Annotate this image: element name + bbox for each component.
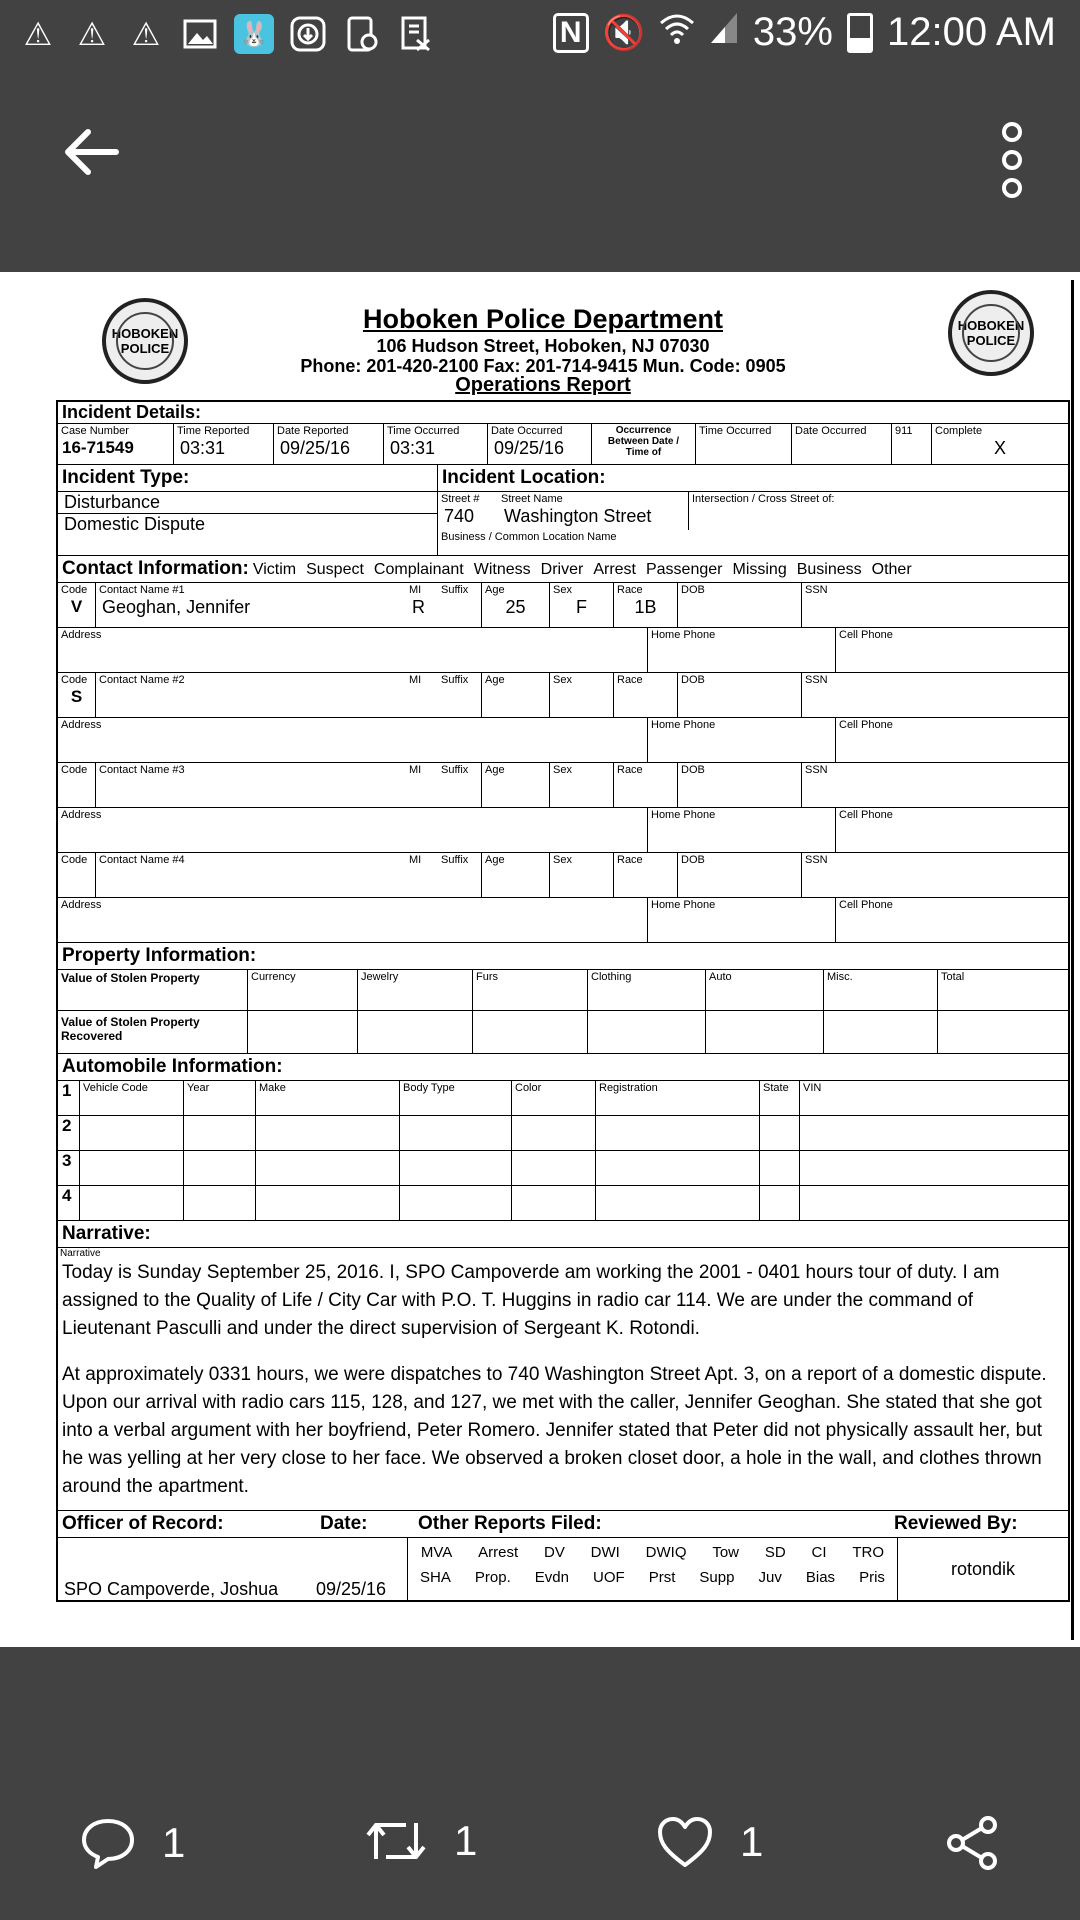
contact-mi: R (412, 597, 425, 617)
automobile-row-number: 2 (62, 1116, 72, 1135)
signal-icon (709, 10, 739, 55)
contact-sex: F (576, 597, 587, 617)
contact-race-label: Race (617, 854, 643, 866)
nfc-icon: N (553, 13, 589, 53)
property-jewelry-label: Jewelry (361, 971, 399, 983)
contact-ssn-label: SSN (805, 764, 828, 776)
contact-name-label: Contact Name #2 (99, 674, 185, 686)
property-clothing-label: Clothing (591, 971, 632, 983)
warning-icon: ⚠ (131, 16, 161, 52)
mute-icon: 🔇 (602, 13, 645, 52)
time-occurred: 03:31 (390, 438, 436, 458)
time-occurred-label: Time Occurred (387, 425, 460, 437)
contact-ssn-label: SSN (805, 674, 828, 686)
automobile-row-number: 3 (62, 1151, 72, 1170)
report-type-label: SHA (420, 1569, 451, 1586)
contact-row (58, 762, 1068, 807)
automobile-row (58, 1115, 1068, 1150)
image-icon (180, 14, 220, 54)
property-auto-label: Auto (709, 971, 732, 983)
contact-code: S (70, 687, 83, 706)
contact-cell-phone-label: Cell Phone (839, 899, 893, 911)
automobile-row-number: 4 (62, 1186, 72, 1205)
business-location-label: Business / Common Location Name (441, 531, 617, 543)
contact-age-label: Age (485, 764, 505, 776)
automobile-column-label: VIN (803, 1082, 822, 1094)
contact-address-label: Address (61, 719, 102, 731)
contact-ssn-label: SSN (805, 854, 828, 866)
police-report-document (22, 280, 1064, 1640)
report-type-label: Arrest (478, 1544, 519, 1561)
automobile-column-label: Make (259, 1082, 286, 1094)
report-type-label: Pris (859, 1569, 885, 1586)
street-name-label: Street Name (501, 493, 563, 505)
contact-sex-label: Sex (553, 674, 572, 686)
911-label: 911 (895, 425, 913, 437)
contact-address-row (58, 627, 1068, 672)
street-number-label: Street # (441, 493, 480, 505)
reply-icon (80, 1815, 136, 1871)
automobile-column-label: Color (515, 1082, 542, 1094)
contact-legend-driver: Driver (540, 561, 584, 578)
status-bar (0, 0, 1080, 76)
automobile-column-label: State (763, 1082, 789, 1094)
contact-ssn-label: SSN (805, 584, 828, 596)
contact-code-label: Code (61, 674, 88, 686)
scan-icon (396, 14, 436, 54)
automobile-row (58, 1080, 1068, 1115)
contact-code-label: Code (61, 584, 88, 596)
contact-code: V (70, 597, 83, 616)
automobile-column-label: Registration (599, 1082, 658, 1094)
automobile-column-label: Vehicle Code (83, 1082, 148, 1094)
officer-of-record-label: Officer of Record: (62, 1513, 224, 1534)
date-occurred-label: Date Occurred (491, 425, 563, 437)
contact-code-label: Code (61, 854, 88, 866)
contact-sex-label: Sex (553, 584, 572, 596)
date-reported: 09/25/16 (280, 438, 351, 458)
contact-home-phone-label: Home Phone (651, 809, 716, 821)
contact-mi-label: MI (409, 674, 422, 686)
automobile-column-label: Body Type (403, 1082, 455, 1094)
contact-home-phone-label: Home Phone (651, 719, 716, 731)
contact-address-label: Address (61, 899, 102, 911)
property-row-recovered (58, 1010, 1068, 1053)
narrative-label: Narrative (60, 1248, 101, 1259)
image-viewer[interactable] (0, 272, 1080, 1647)
narrative-paragraph-1: Today is Sunday September 25, 2016. I, SPO Campoverde am working the 2001 - 0401 hours tour of duty. I am assigned to the Quality of Life / City Car with P.O. T. Huggins in radio car 114. We are under the command of Lieutenant Pasculli and under the direct supervision of Sergeant K. Rotondi. (62, 1262, 1000, 1339)
contact-dob-label: DOB (681, 674, 705, 686)
contact-legend-complainant: Complainant (373, 561, 464, 578)
report-subtitle: Operations Report (455, 374, 631, 396)
contact-mi-label: MI (409, 584, 422, 596)
more-options-icon[interactable] (992, 122, 1032, 202)
footer-date-label: Date: (320, 1513, 368, 1534)
footer-header-row (58, 1510, 1068, 1537)
reply-button[interactable] (80, 1815, 185, 1871)
report-type-label: Juv (758, 1569, 782, 1586)
contact-race-label: Race (617, 584, 643, 596)
other-reports-label: Other Reports Filed: (418, 1513, 602, 1534)
warning-icon: ⚠ (23, 16, 53, 52)
report-type-label: DV (543, 1544, 565, 1561)
incident-details-row (58, 423, 1068, 464)
contact-legend-passenger: Passenger (645, 561, 723, 578)
incident-type-location-row (58, 464, 1068, 555)
reviewed-by-label: Reviewed By: (894, 1513, 1018, 1534)
automobile-row-number: 1 (62, 1081, 72, 1100)
contact-age-label: Age (485, 584, 505, 596)
incident-location-title: Incident Location: (442, 467, 606, 488)
contact-sex-label: Sex (553, 764, 572, 776)
app-bar (0, 76, 1080, 272)
contact-legend-suspect: Suspect (306, 561, 364, 578)
battery-icon (847, 13, 873, 53)
contact-code-label: Code (61, 764, 88, 776)
contact-suffix-label: Suffix (441, 584, 469, 596)
bunny-app-icon: 🐰 (234, 14, 274, 54)
contact-suffix-label: Suffix (441, 854, 469, 866)
property-row-stolen (58, 969, 1068, 1010)
narrative-paragraph-2: At approximately 0331 hours, we were dispatches to 740 Washington Street Apt. 3, on a report of a domestic dispute. Upon our arrival with radio cars 115, 128, and 127, we met with the caller, Jennifer Geoghan. She stated that she got into a verbal argument with her boyfriend, Peter Romero. Jennifer stated that Peter did not physically assault her, but he was yelling at her very close to her face. We observed a broken closet door, a hole in the wall, and clothes thrown around the apartment. (62, 1364, 1047, 1497)
report-type-label: MVA (420, 1544, 453, 1561)
property-furs-label: Furs (476, 971, 498, 983)
contact-name-label: Contact Name #1 (99, 584, 185, 596)
download-icon (288, 14, 328, 54)
time-reported: 03:31 (180, 438, 226, 458)
contact-suffix-label: Suffix (441, 764, 469, 776)
contact-home-phone-label: Home Phone (651, 629, 716, 641)
reports-row-1 (408, 1538, 897, 1561)
report-form (56, 400, 1070, 1602)
contact-row (58, 672, 1068, 717)
report-type-label: Evdn (534, 1569, 569, 1586)
report-address: 106 Hudson Street, Hoboken, NJ 07030 (376, 336, 710, 356)
contact-name-label: Contact Name #3 (99, 764, 185, 776)
narrative-text (58, 1259, 1068, 1501)
reviewer-name: rotondik (950, 1558, 1016, 1579)
contact-address-label: Address (61, 629, 102, 641)
automobile-column-label: Year (187, 1082, 210, 1094)
reports-row-2 (408, 1561, 897, 1586)
time-reported-label: Time Reported (177, 425, 250, 437)
report-type-label: CI (811, 1544, 827, 1561)
contact-information-header (58, 555, 1068, 582)
contact-sex-label: Sex (553, 854, 572, 866)
report-type-label: UOF (593, 1569, 625, 1586)
incident-type-title: Incident Type: (62, 467, 190, 488)
bottom-action-bar (0, 1647, 1080, 1920)
automobile-information-title: Automobile Information: (58, 1053, 1068, 1080)
contact-dob-label: DOB (681, 854, 705, 866)
intersection-label: Intersection / Cross Street of: (692, 493, 835, 505)
like-button[interactable] (656, 1815, 763, 1869)
incident-type-1: Disturbance (58, 491, 437, 513)
property-total-label: Total (941, 971, 965, 983)
contact-list (58, 582, 1068, 942)
contact-mi-label: MI (409, 764, 422, 776)
report-phone: Phone: 201-420-2100 Fax: 201-714-9415 Mun. Code: 0905 (300, 356, 786, 376)
screenshot-icon (342, 14, 382, 54)
contact-row (58, 582, 1068, 627)
warning-icon: ⚠ (77, 16, 107, 52)
footer-date: 09/25/16 (316, 1579, 387, 1599)
seal-lettering: HOBOKEN POLICE (957, 318, 1025, 348)
contact-dob-label: DOB (681, 584, 705, 596)
contact-information-title: Contact Information: (62, 558, 249, 579)
like-count: 1 (740, 1818, 764, 1865)
date-occurred-2-label: Date Occurred (795, 425, 867, 437)
report-title: Hoboken Police Department (362, 304, 724, 334)
contact-legend-business: Business (796, 561, 862, 578)
contact-race: 1B (634, 597, 657, 617)
contact-address-row (58, 807, 1068, 852)
retweet-icon (364, 1815, 428, 1867)
clock: 12:00 AM (886, 10, 1056, 54)
report-type-label: Supp (699, 1569, 735, 1586)
case-number: 16-71549 (62, 438, 134, 457)
contact-legend-witness: Witness (473, 561, 531, 578)
report-type-label: DWIQ (645, 1544, 687, 1561)
recovered-property-label: Value of Stolen Property Recovered (61, 1015, 200, 1043)
seal-lettering: HOBOKEN POLICE (111, 326, 179, 356)
automobile-row (58, 1185, 1068, 1220)
complete-label: Complete (935, 425, 983, 437)
narrative-box (58, 1247, 1068, 1510)
share-button[interactable] (944, 1815, 1000, 1871)
narrative-title: Narrative: (58, 1220, 1068, 1247)
contact-cell-phone-label: Cell Phone (839, 809, 893, 821)
incident-details-title: Incident Details: (62, 402, 202, 422)
date-reported-label: Date Reported (277, 425, 349, 437)
footer-values-row (58, 1537, 1068, 1600)
battery-percent: 33% (752, 10, 833, 54)
contact-legend-other: Other (871, 561, 912, 578)
report-type-label: SD (764, 1544, 786, 1561)
automobile-row (58, 1150, 1068, 1185)
contact-dob-label: DOB (681, 764, 705, 776)
property-information-title: Property Information: (58, 942, 1068, 969)
retweet-button[interactable] (364, 1815, 477, 1867)
heart-icon (656, 1815, 714, 1869)
contact-race-label: Race (617, 674, 643, 686)
contact-name: Geoghan, Jennifer (102, 597, 251, 617)
date-occurred: 09/25/16 (494, 438, 565, 458)
officer-name: SPO Campoverde, Joshua (64, 1579, 279, 1599)
contact-address-label: Address (61, 809, 102, 821)
property-misc-label: Misc. (827, 971, 853, 983)
property-currency-label: Currency (251, 971, 296, 983)
back-arrow-icon[interactable] (64, 128, 134, 188)
complete-mark: X (993, 438, 1006, 458)
report-type-label: Tow (712, 1544, 739, 1561)
report-type-label: DWI (590, 1544, 620, 1561)
report-type-label: Prop. (474, 1569, 511, 1586)
share-icon (944, 1815, 1000, 1871)
contact-address-row (58, 717, 1068, 762)
contact-legend-arrest: Arrest (593, 561, 636, 578)
street-number: 740 (444, 506, 475, 526)
case-number-label: Case Number (61, 425, 129, 437)
contact-name-label: Contact Name #4 (99, 854, 185, 866)
contact-age-label: Age (485, 854, 505, 866)
contact-row (58, 852, 1068, 897)
contact-age-label: Age (485, 674, 505, 686)
stolen-property-label: Value of Stolen Property (61, 971, 200, 985)
reply-count: 1 (162, 1819, 186, 1866)
report-type-label: TRO (852, 1544, 884, 1561)
wifi-icon (659, 10, 695, 55)
contact-cell-phone-label: Cell Phone (839, 719, 893, 731)
contact-legend-victim: Victim (252, 561, 297, 578)
retweet-count: 1 (454, 1817, 478, 1864)
time-occurred-2-label: Time Occurred (699, 425, 772, 437)
report-type-label: Prst (648, 1569, 676, 1586)
report-type-label: Bias (805, 1569, 836, 1586)
automobile-table (58, 1080, 1068, 1220)
contact-address-row (58, 897, 1068, 942)
contact-mi-label: MI (409, 854, 422, 866)
contact-home-phone-label: Home Phone (651, 899, 716, 911)
contact-race-label: Race (617, 764, 643, 776)
street-name: Washington Street (504, 506, 652, 526)
contact-legend-missing: Missing (732, 561, 787, 578)
contact-cell-phone-label: Cell Phone (839, 629, 893, 641)
incident-type-2: Domestic Dispute (58, 513, 437, 535)
contact-suffix-label: Suffix (441, 674, 469, 686)
occurrence-between-label: Occurrence Between Date / Time of (607, 425, 680, 458)
contact-age: 25 (505, 597, 526, 617)
